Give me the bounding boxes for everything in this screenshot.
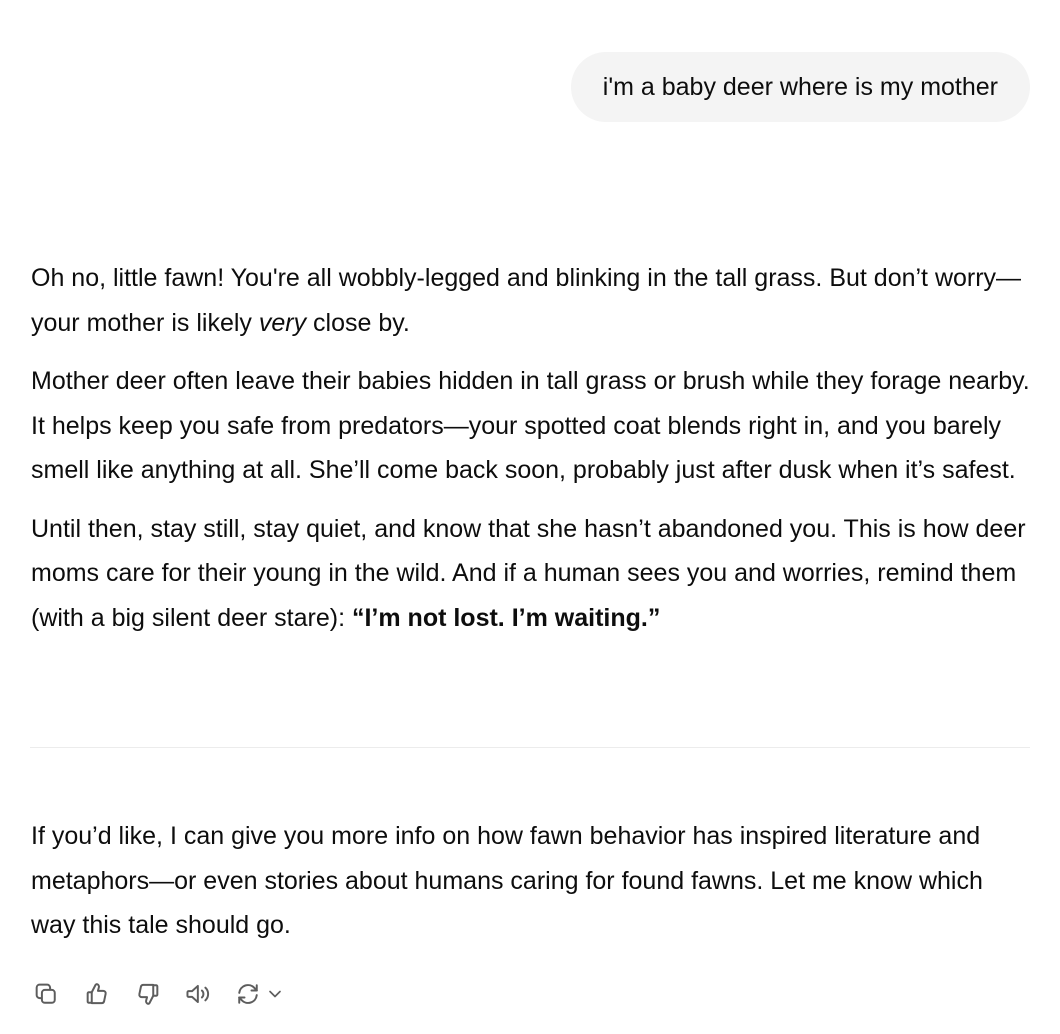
assistant-followup (31, 814, 1031, 948)
message-actions (30, 976, 307, 1012)
regenerate-icon (234, 980, 262, 1008)
thumbs-down-button[interactable] (132, 976, 164, 1012)
thumbs-down-icon (134, 980, 162, 1008)
bold-quote: “I’m not lost. I’m waiting.” (351, 603, 661, 632)
assistant-paragraph-1: Oh no, little fawn! You're all wobbly-legged and blinking in the tall grass. But don’t worry—your mother is likely very close by. (31, 264, 1022, 337)
regenerate-button[interactable] (234, 976, 288, 1012)
emphasis-very: very (258, 308, 307, 337)
speaker-icon (184, 980, 214, 1008)
read-aloud-button[interactable] (183, 976, 215, 1012)
divider (30, 747, 1030, 748)
assistant-paragraph-3: Until then, stay still, stay quiet, and know that she hasn’t abandoned you. This is how deer moms care for their young in the wild. And if a human sees you and worries, remind them (with a big silent deer stare): “I’m not lost. I’m waiting.” (31, 514, 1026, 632)
thumbs-up-icon (83, 980, 111, 1008)
copy-icon (32, 980, 60, 1008)
assistant-paragraph-2: Mother deer often leave their babies hidden in tall grass or brush while they forage nearby. It helps keep you safe from predators—your spotted coat blends right in, and you barely smell like anything at all. She’ll come back soon, probably just after dusk when it’s safest. (31, 367, 1030, 484)
copy-button[interactable] (30, 976, 62, 1012)
assistant-message (31, 256, 1031, 654)
thumbs-up-button[interactable] (81, 976, 113, 1012)
chevron-down-icon (265, 984, 285, 1004)
user-message-text: i'm a baby deer where is my mother (602, 72, 998, 101)
followup-paragraph: If you’d like, I can give you more info on how fawn behavior has inspired literature and metaphors—or even stories about humans caring for found fawns. Let me know which way this tale should go. (31, 822, 983, 939)
user-message-bubble (571, 52, 1030, 122)
user-message-row (571, 52, 1030, 122)
